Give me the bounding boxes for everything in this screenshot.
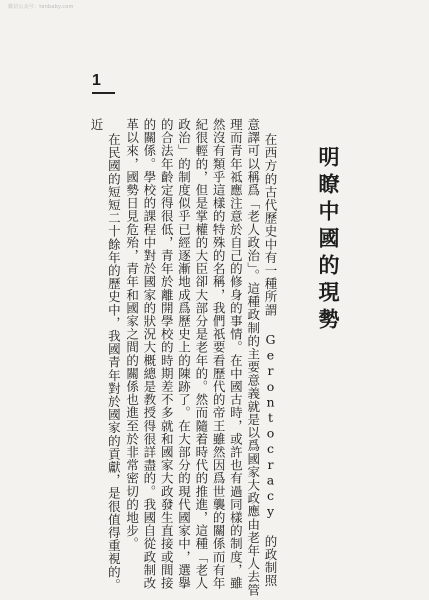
chapter-title: 明瞭中國的現勢: [316, 146, 341, 335]
page-number: 1: [92, 72, 101, 89]
watermark: 微信公众号：tenbaby.com: [8, 4, 74, 10]
page-number-rule: [92, 92, 115, 94]
paragraph: 在民國的短短二十餘年的歷史中，我國青年對於國家的貢獻，是很值得重視的。近: [89, 118, 122, 592]
paragraph: 在西方的古代歷史中有一種所謂 Gerontocracy 的政制照意譯可以稱爲「老人政治」。這種政制的主要意義就是以爲國家大政應由老年人去管理而青年祗應注意於自己的修身的事情。在中國古時，或許也有過同樣的制度，雖然沒有類乎這樣的特殊的名稱，我們祇要看歷代的帝王雖然因爲世襲的關係而有年紀很輕的，但是掌權的大臣卻大部分是老年的。然而隨着時代的推進，這種「老人政治」的制度似乎已經逐漸地成爲歷史上的陳跡了。在大部分的現代國家中，選擧的合法年齡定得很低，青年於離開學校的時期差不多就和國家大政發生直接或間接的關係。學校的課程中對於國家的狀況大概總是教授得很詳盡的。我國自從政制改革以來，國勢日見危殆，青年和國家之間的關係也進至於非常密切的地步。: [124, 118, 278, 597]
body-text: [88, 118, 279, 598]
